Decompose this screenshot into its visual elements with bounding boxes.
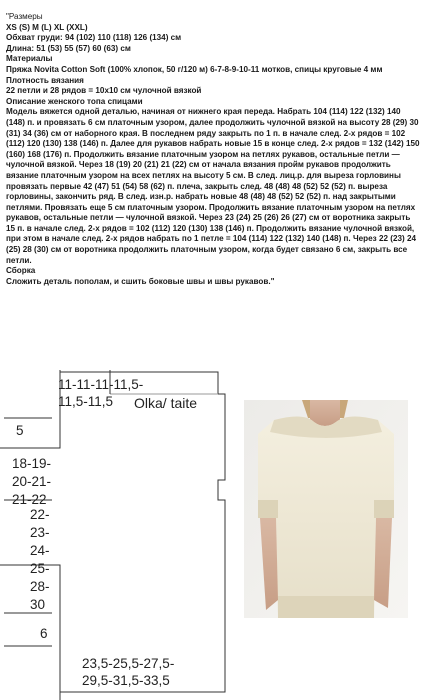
bottom-width-1: 23,5-25,5-27,5- <box>82 656 175 671</box>
assembly-text: Сложить деталь пополам, и сшить боковые швы и швы рукавов." <box>6 276 275 286</box>
materials-text: Пряжа Novita Cotton Soft (100% хлопок, 50 г/120 м) 6-7-8-9-10-11 мотков, спицы круговые 4 мм <box>6 64 383 74</box>
left-body-6: 30 <box>30 597 46 612</box>
left-label-6: 6 <box>40 626 48 641</box>
gauge-heading: Плотность вязания <box>6 75 84 85</box>
bottom-width-2: 29,5-31,5-33,5 <box>82 673 170 688</box>
description-heading: Описание женского топа спицами <box>6 96 143 106</box>
top-right-label: Olka/ taite <box>134 395 198 411</box>
gauge-text: 22 петли и 28 рядов = 10х10 см чулочной вязкой <box>6 86 202 96</box>
top-width-2: 11,5-11,5 <box>58 394 114 409</box>
left-sleeve-3: 21-22 <box>12 492 47 507</box>
pattern-title: "Размеры <box>6 12 43 21</box>
description-text: Модель вяжется одной деталью, начиная от нижнего края переда. Набрать 104 (114) 122 (132) 140 (148) п. и провязать 6 см платочным узором, далее продолжить чулочной вязкой на высоту 28 (29) 30 (31) 34 (36) см от наборного края. В последнем ряду закрыть по 1 п. в начале след. 2-х рядов = 102 (112) 120 (130) 138 (146) п. Далее для рукавов набрать новые 15 в конце след. 2-х рядов = 132 (142) 150 (160) 168 (176) п. Продолжить вязание платочным узором на петлях рукавов, остальные петли — чулочной вязкой. Через 18 (19) 20 (21) 21 (22) см от начала вязания пройм рукавов продолжить вязание платочным узором на всех петлях на высоту 5 см. В след. лиц.р. для выреза горловины провязать первые 42 (47) 51 (54) 58 (62) п. плеча, закрыть след. 48 (48) 48 (52) 52 (52) п. выреза горловины, закончить ряд. В след. изн.р. набрать новые 48 (48) 48 (52) 52 (52) п. над закрытыми петлями. Провязать еще 5 см платочным узором. Продолжить вязание платочным узором на петлях рукавов, остальные петли — чулочной вязкой. Через 23 (24) 25 (26) 26 (27) см от воротника закрыть 15 п. в начале след. 2-х рядов = 102 (112) 120 (130) 138 (146) п. Продолжить вязание чулочной вязкой, при этом в начале след. 2-х рядов набрать по 1 петле = 104 (114) 122 (132) 140 (148) п. Через 22 (23) 24 (25) 28 (30) см от воротника продолжить платочным узором, когда будет связано 6 см, закрыть все петли. <box>6 107 420 265</box>
left-sleeve-2: 20-21- <box>12 474 52 489</box>
chest-line: Обхват груди: 94 (102) 110 (118) 126 (134) см <box>6 33 182 43</box>
left-sleeve-1: 18-19- <box>12 456 52 471</box>
left-body-3: 24- <box>30 543 50 558</box>
length-line: Длина: 51 (53) 55 (57) 60 (63) см <box>6 43 131 53</box>
left-body-4: 25- <box>30 561 50 576</box>
materials-heading: Материалы <box>6 54 53 64</box>
left-label-5: 5 <box>16 423 24 438</box>
top-width-1: 11-11-11-11,5- <box>58 377 144 392</box>
left-body-1: 22- <box>30 507 50 522</box>
left-body-5: 28- <box>30 579 50 594</box>
sizes-line: XS (S) M (L) XL (XXL) <box>6 22 88 32</box>
pattern-text <box>6 12 420 287</box>
left-body-2: 23- <box>30 525 50 540</box>
knitted-top-photo <box>244 400 408 618</box>
assembly-heading: Сборка <box>6 266 36 276</box>
